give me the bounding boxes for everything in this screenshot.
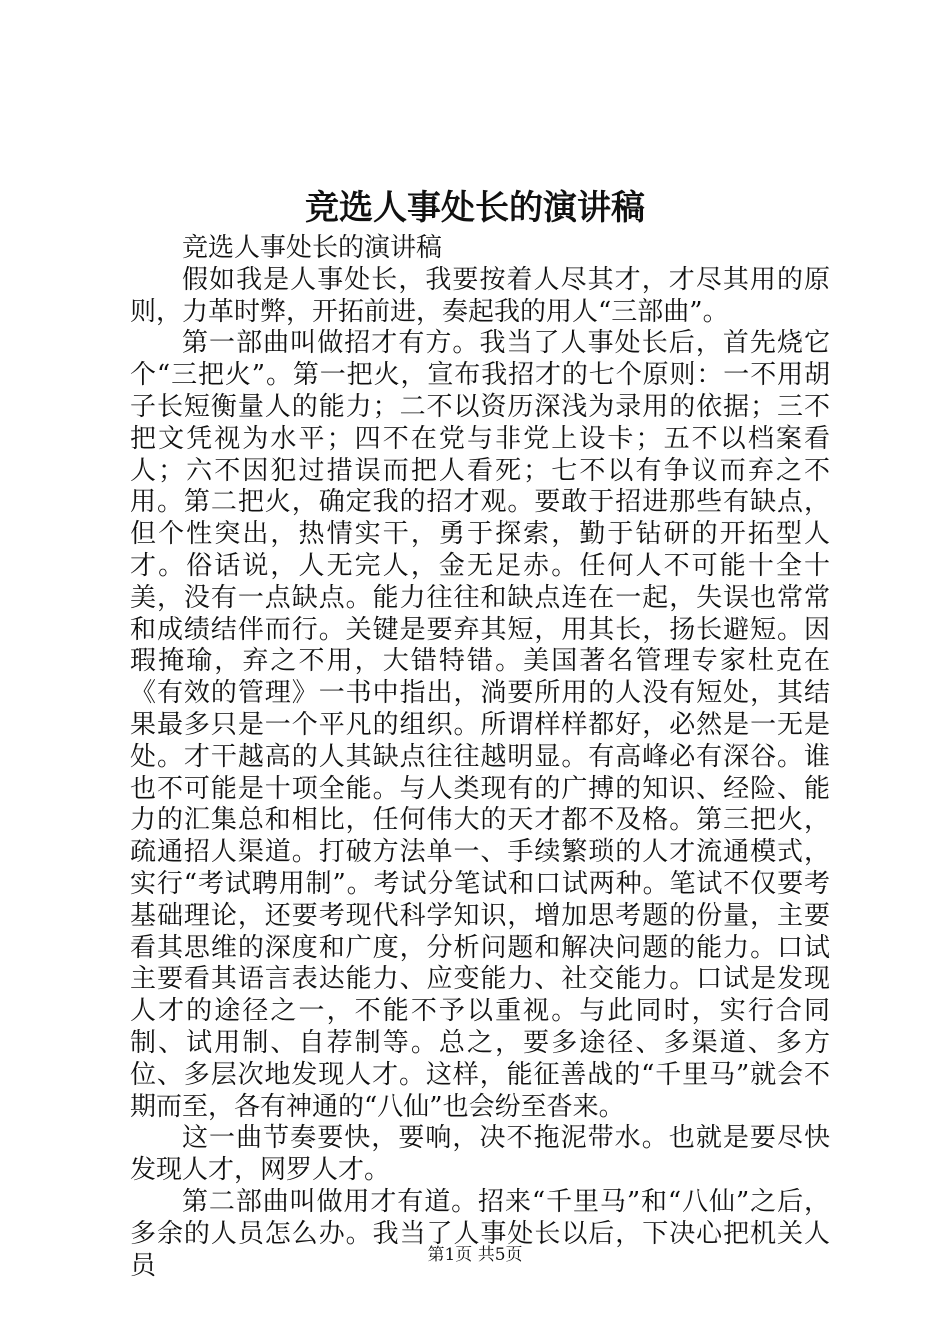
paragraph-first-movement: 第一部曲叫做招才有方。我当了人事处长后，首先烧它个“三把火”。第一把火，宣布我招才的七个原则：一不用胡子长短衡量人的能力；二不以资历深浅为录用的依据；三不把文凭视为水平；四不在党与非党上设卡；五不以档案看人；六不因犯过措误而把人看死；七不以有争议而弃之不用。第二把火，确定我的招才观。要敢于招进那些有缺点，但个性突出，热情实干，勇于探索，勤于钻研的开拓型人才。俗话说，人无完人，金无足赤。任何人不可能十全十美，没有一点缺点。能力往往和缺点连在一起，失误也常常和成绩结伴而行。关键是要弃其短，用其长，扬长避短。因瑕掩瑜，弃之不用，大错特错。美国著名管理专家杜克在《有效的管理》一书中指出，淌要所用的人没有短处，其结果最多只是一个平凡的组织。所谓样样都好，必然是一无是处。才干越高的人其缺点往往越明显。有高峰必有深谷。谁也不可能是十项全能。与人类现有的广搏的知识、经险、能力的汇集总和相比，任何伟大的天才都不及格。第三把火，疏通招人渠道。打破方法单一、手续繁琐的人才流通模式，实行“考试聘用制”。考试分笔试和口试两种。笔试不仅要考基础理论，还要考现代科学知识，增加思考题的份量，主要看其思维的深度和广度，分析问题和解决问题的能力。口试主要看其语言表达能力、应变能力、社交能力。口试是发现人才的途径之一，不能不予以重视。与此同时，实行合同制、试用制、自荐制等。总之，要多途径、多渠道、多方位、多层次地发现人才。这样，能征善战的“千里马”就会不期而至，各有神通的“八仙”也会纷至沓来。 — [130, 328, 830, 1122]
paragraph-intro: 假如我是人事处长，我要按着人尽其才，才尽其用的原则，力革时弊，开拓前进，奏起我的用人“三部曲”。 — [130, 264, 830, 327]
page-number-footer: 第1页 共5页 — [427, 1245, 523, 1265]
document-title: 竞选人事处长的演讲稿 — [305, 188, 645, 228]
paragraph-second-movement: 第二部曲叫做用才有道。招来“千里马”和“八仙”之后，多余的人员怎么办。我当了人事处长以后，下决心把机关人员 — [130, 1186, 830, 1281]
paragraph-subtitle: 竞选人事处长的演讲稿 — [182, 233, 443, 263]
document-body — [130, 233, 830, 1282]
paragraph-tempo: 这一曲节奏要快，要响，决不拖泥带水。也就是要尽快发现人才，网罗人才。 — [130, 1123, 830, 1186]
